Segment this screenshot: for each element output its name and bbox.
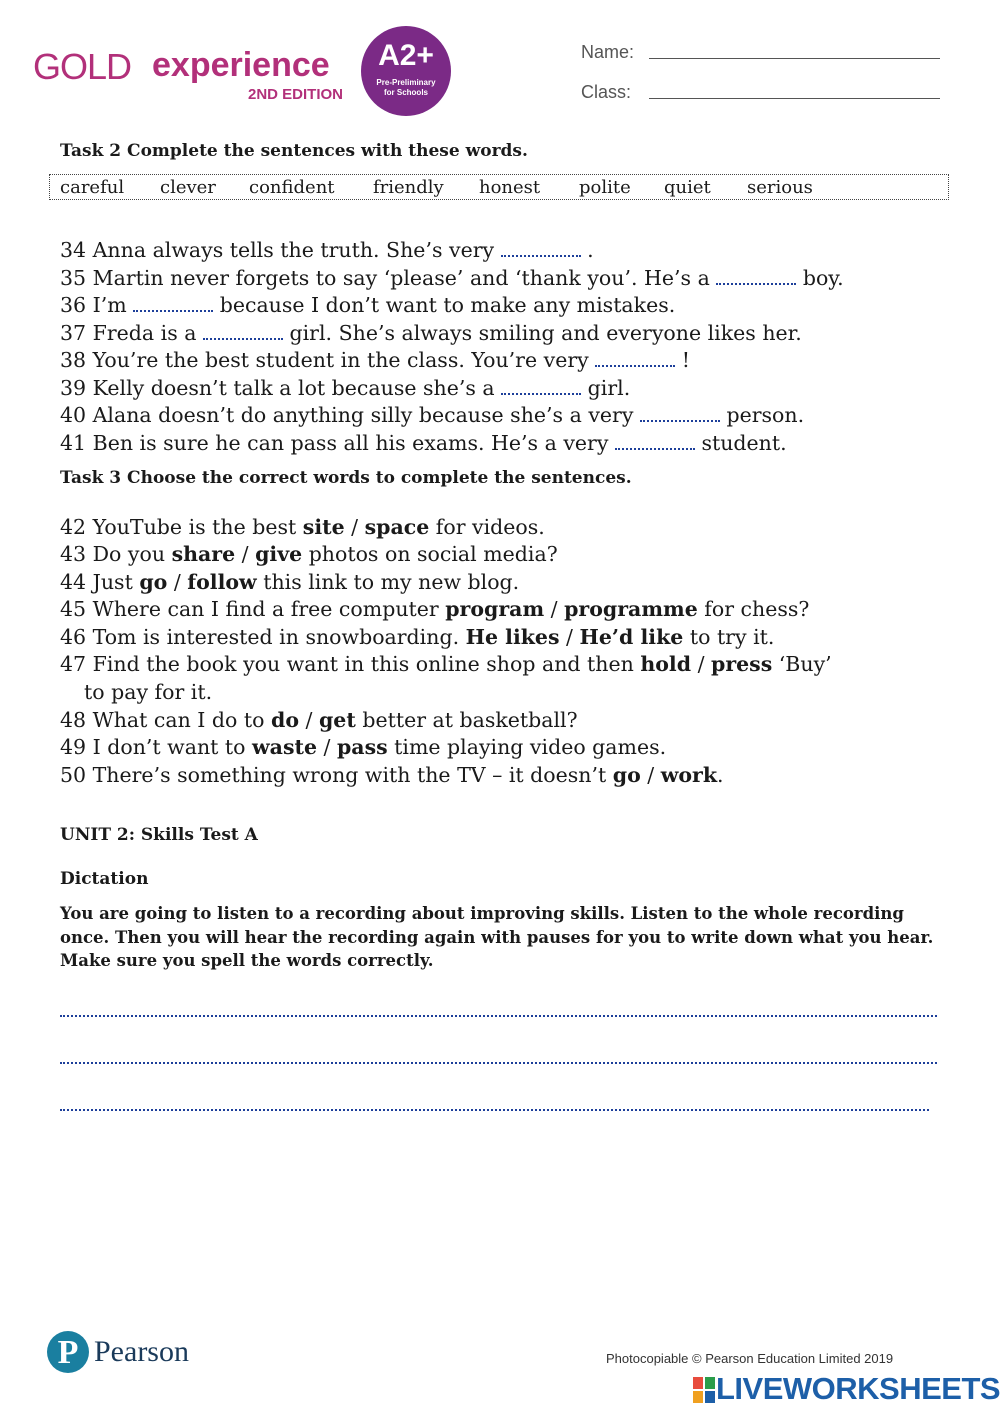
word-bank-item: serious: [747, 177, 813, 198]
answer-blank[interactable]: [133, 292, 213, 312]
question-41: 41 Ben is sure he can pass all his exams. He’s a very student.: [60, 431, 787, 455]
answer-blank[interactable]: [595, 347, 675, 367]
logo-experience: experience: [152, 46, 330, 84]
answer-blank[interactable]: [501, 237, 581, 257]
dictation-line[interactable]: [60, 1109, 929, 1111]
question-43: 43 Do you share / give photos on social media?: [60, 542, 558, 566]
name-field[interactable]: [649, 58, 940, 59]
word-bank-item: honest: [479, 177, 541, 198]
badge-sub1: Pre-Preliminary: [376, 78, 436, 87]
question-39: 39 Kelly doesn’t talk a lot because she’s a girl.: [60, 376, 631, 400]
dictation-line[interactable]: [60, 1015, 937, 1017]
dictation-title: Dictation: [60, 869, 149, 889]
option-2[interactable]: programme: [564, 597, 698, 621]
question-35: 35 Martin never forgets to say ‘please’ and ‘thank you’. He’s a boy.: [60, 266, 844, 290]
option-1[interactable]: program: [445, 597, 545, 621]
answer-blank[interactable]: [615, 430, 695, 450]
option-2[interactable]: follow: [187, 570, 257, 594]
word-bank-item: polite: [579, 177, 631, 198]
question-37: 37 Freda is a girl. She’s always smiling and everyone likes her.: [60, 321, 802, 345]
class-label: Class:: [581, 82, 632, 102]
question-36: 36 I’m because I don’t want to make any mistakes.: [60, 293, 676, 317]
option-1[interactable]: do: [271, 708, 300, 732]
option-2[interactable]: space: [364, 515, 430, 539]
question-45: 45 Where can I find a free computer program / programme for chess?: [60, 597, 810, 621]
question-42: 42 YouTube is the best site / space for videos.: [60, 515, 545, 539]
word-bank-item: careful: [60, 177, 125, 198]
option-1[interactable]: waste: [252, 735, 317, 759]
level-badge: [361, 26, 451, 116]
class-field[interactable]: [649, 98, 940, 99]
dictation-line[interactable]: [60, 1062, 937, 1064]
question-50: 50 There’s something wrong with the TV – it doesn’t go / work.: [60, 763, 724, 787]
pearson-logo-icon: P: [47, 1331, 89, 1373]
answer-blank[interactable]: [716, 265, 796, 285]
unit-title: UNIT 2: Skills Test A: [60, 825, 258, 845]
option-1[interactable]: hold: [640, 652, 692, 676]
option-2[interactable]: get: [318, 708, 356, 732]
option-1[interactable]: go: [612, 763, 641, 787]
question-49: 49 I don’t want to waste / pass time playing video games.: [60, 735, 667, 759]
question-46: 46 Tom is interested in snowboarding. He likes / He’d like to try it.: [60, 625, 775, 649]
option-1[interactable]: go: [139, 570, 168, 594]
option-2[interactable]: press: [711, 652, 773, 676]
logo-edition: 2ND EDITION: [248, 86, 344, 103]
question-48: 48 What can I do to do / get better at basketball?: [60, 708, 578, 732]
badge-sub2: for Schools: [383, 88, 428, 97]
question-47: 47 Find the book you want in this online shop and then hold / press ‘Buy’: [60, 652, 832, 676]
question-34: 34 Anna always tells the truth. She’s very .: [60, 238, 594, 262]
answer-blank[interactable]: [640, 402, 720, 422]
question-47-continued: to pay for it.: [84, 680, 213, 704]
option-1[interactable]: site: [302, 515, 345, 539]
badge-level: A2+: [378, 39, 434, 72]
option-1[interactable]: share: [171, 542, 236, 566]
word-bank-item: confident: [249, 177, 335, 198]
answer-blank[interactable]: [501, 375, 581, 395]
option-2[interactable]: work: [660, 763, 718, 787]
copyright: Photocopiable © Pearson Education Limited 2019: [606, 1351, 894, 1366]
option-2[interactable]: give: [255, 542, 303, 566]
word-bank-item: friendly: [373, 177, 444, 198]
question-44: 44 Just go / follow this link to my new blog.: [60, 570, 520, 594]
option-1[interactable]: He likes: [465, 625, 560, 649]
liveworksheets-brand: LIVEWORKSHEETS: [716, 1371, 1000, 1406]
name-label: Name:: [581, 42, 635, 62]
word-bank-item: clever: [160, 177, 216, 198]
word-bank: [49, 174, 949, 200]
pearson-name: Pearson: [94, 1335, 189, 1368]
option-2[interactable]: He’d like: [579, 625, 684, 649]
logo-gold: GOLD: [33, 46, 132, 87]
option-2[interactable]: pass: [336, 735, 388, 759]
word-bank-item: quiet: [664, 177, 711, 198]
question-40: 40 Alana doesn’t do anything silly because she’s a very person.: [60, 403, 805, 427]
task2-title: Task 2 Complete the sentences with these words.: [60, 141, 528, 161]
dictation-instructions: You are going to listen to a recording about improving skills. Listen to the whole recording once. Then you will hear the recording again with pauses for you to write down what you hear. Make sure you spell the words correctly.: [60, 904, 934, 970]
liveworksheets-icon: [693, 1377, 715, 1403]
question-38: 38 You’re the best student in the class. You’re very !: [60, 348, 691, 372]
answer-blank[interactable]: [203, 320, 283, 340]
task3-title: Task 3 Choose the correct words to complete the sentences.: [60, 468, 632, 488]
